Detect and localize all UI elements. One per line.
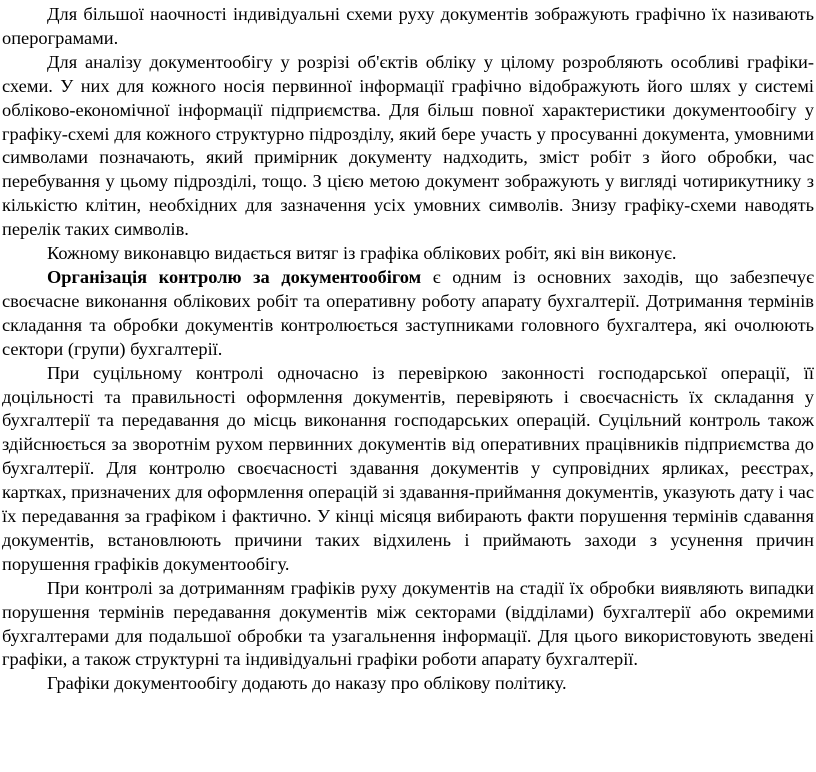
control-organization-term: Організація контролю за документообігом bbox=[47, 266, 422, 287]
paragraph-operograms: Для більшої наочності індивідуальні схеми руху документів зображують графічно їх називають оперограмами. bbox=[2, 4, 814, 48]
paragraph-document-flow-analysis: Для аналізу документообігу у розрізі об'єктів обліку у цілому розробляють особливі графіки-схеми. У них для кожного носія первинної інформації графічно відображують його шлях у системі обліково-економічної інформації підприємства. Для більш повної характеристики документообігу у графіку-схемі для кожного структурно підрозділу, який бере участь у просуванні документа, умовними символами позначають, який примірник документу надходить, зміст робіт з його обробки, час перебування у цьому підрозділі, тощо. З цією метою документ зображують у вигляді чотирикутнику з кількістю клітин, необхідних для зазначення усіх умовних символів. Знизу графіку-схеми наводять перелік таких символів. bbox=[2, 51, 814, 240]
paragraph-extract-for-performer: Кожному виконавцю видається витяг із графіка облікових робіт, які він виконує. bbox=[47, 243, 677, 264]
paragraph-control-organization bbox=[2, 266, 814, 362]
paragraph-continuous-control: При суцільному контролі одночасно із перевіркою законності господарської операції, її доцільності та правильності оформлення документів, перевіряють і своєчасність їх складання у бухгалтерії та передавання до місць виконання господарських операцій. Суцільний контроль також здійснюється за зворотнім рухом первинних документів від оперативних працівників підприємства до бухгалтерії. Для контролю своєчасності здавання документів у супровідних ярликах, реєстрах, картках, призначених для оформлення операцій зі здавання-приймання документів, указують дату і час їх передавання за графіком і фактично. У кінці місяця вибирають факти порушення термінів сдавання документів, встановлюють причини таких відхилень і приймають заходи з усунення причин порушення графіків документообігу. bbox=[2, 362, 814, 574]
paragraph-accounting-policy: Графіки документообігу додають до наказу про облікову політику. bbox=[47, 673, 567, 694]
control-organization-text: є одним із основних заходів, що забезпечує своєчасне виконання облікових робіт та оперативну роботу апарату бухгалтерії. Дотримання термінів складання та обробки документів контролюється заступниками головного бухгалтера, які очолюють сектори (групи) бухгалтерії. bbox=[2, 266, 814, 359]
paragraph-schedule-compliance: При контролі за дотриманням графіків руху документів на стадії їх обробки виявляють випадки порушення термінів передавання документів між секторами (відділами) бухгалтерії або окремими бухгалтерами для подальшої обробки та узагальнення інформації. Для цього використовують зведені графіки, а також структурні та індивідуальні графіки роботи апарату бухгалтерії. bbox=[2, 577, 814, 670]
